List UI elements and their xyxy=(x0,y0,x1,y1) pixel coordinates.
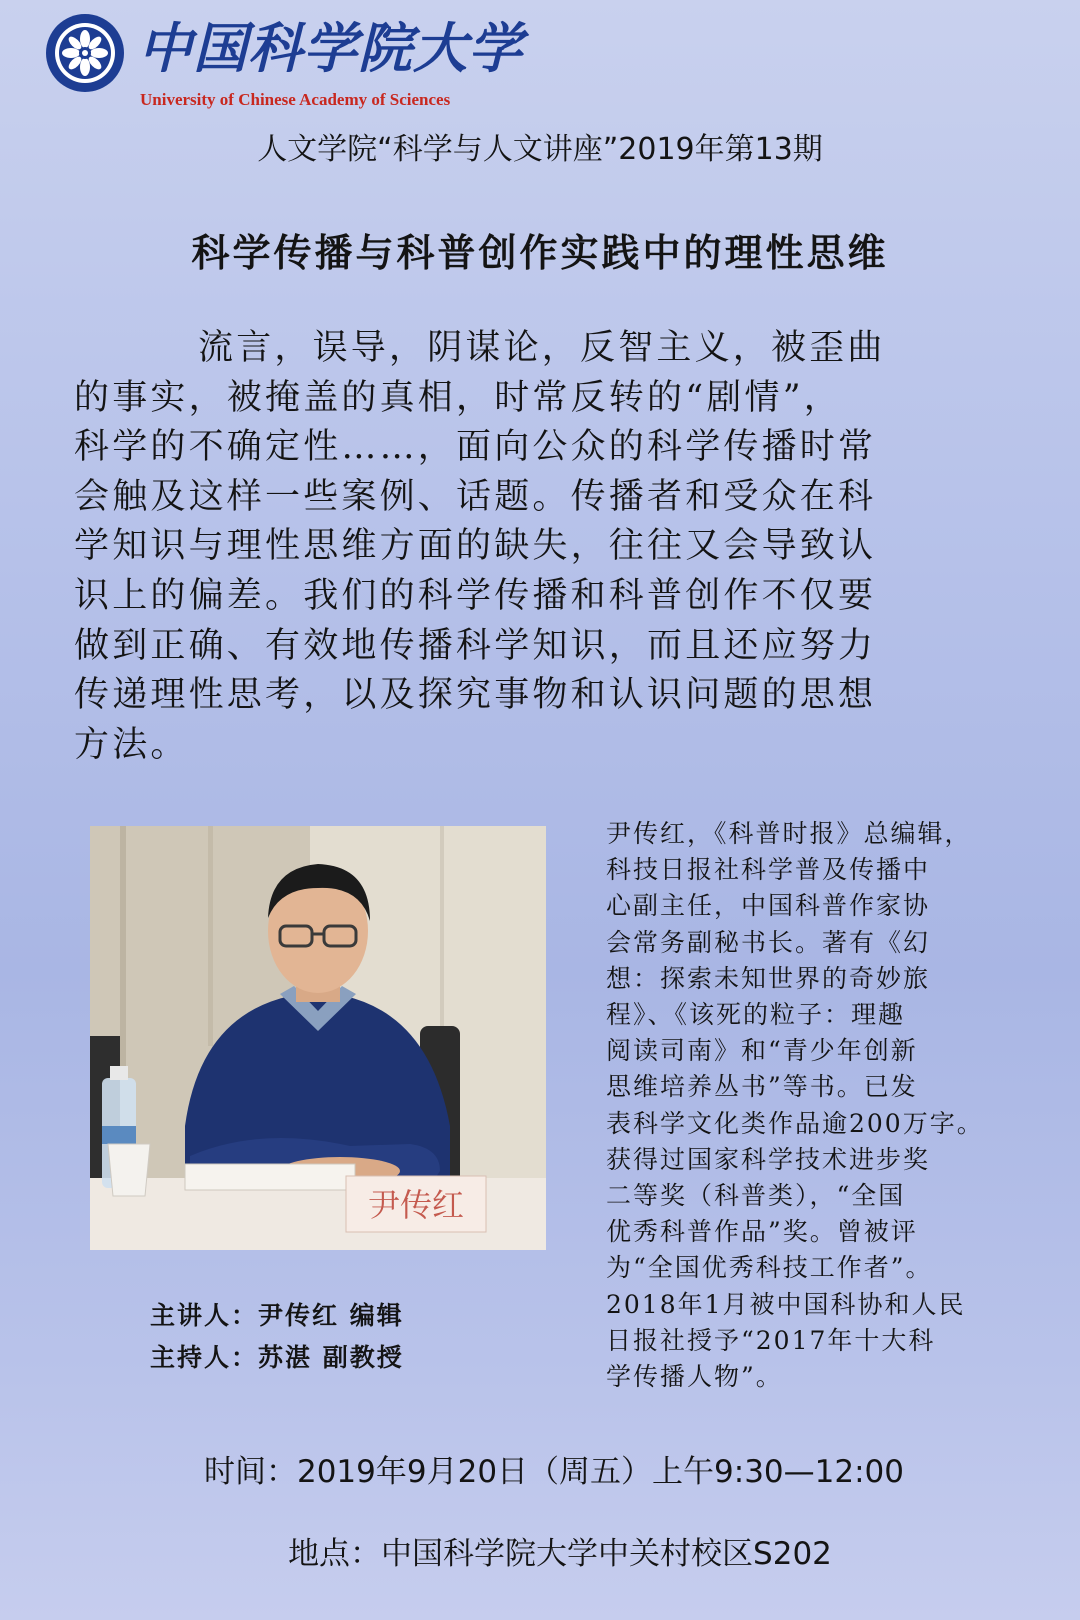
bio-line: 想：探索未知世界的奇妙旅 xyxy=(606,963,931,993)
abstract-line: 传递理性思考，以及探究事物和认识问题的思想 xyxy=(74,675,877,716)
bio-line: 2018年1月被中国科协和人民 xyxy=(606,1289,966,1319)
bio-line: 优秀科普作品”奖。曾被评 xyxy=(606,1217,918,1247)
abstract-line: 做到正确、有效地传播科学知识，而且还应努力 xyxy=(74,625,877,666)
bio-line: 日报社授予“2017年十大科 xyxy=(606,1325,936,1355)
lecture-title: 科学传播与科普创作实践中的理性思维 xyxy=(191,231,889,275)
speaker-bio xyxy=(606,816,1016,1395)
event-venue: 地点：中国科学院大学中关村校区S202 xyxy=(288,1536,832,1572)
university-name-en: University of Chinese Academy of Sciences xyxy=(140,90,451,109)
speaker-line: 主讲人：尹传红 编辑 xyxy=(150,1301,404,1330)
bio-line: 阅读司南》和“青少年创新 xyxy=(606,1036,918,1066)
bio-line: 程》、《该死的粒子：理趣 xyxy=(606,1000,906,1030)
abstract xyxy=(74,324,1014,770)
bio-line: 尹传红，《科普时报》总编辑， xyxy=(606,819,972,848)
event-time: 时间：2019年9月20日（周五）上午9:30—12:00 xyxy=(203,1454,904,1490)
bio-line: 二等奖（科普类），“全国 xyxy=(606,1181,906,1211)
bio-line: 为“全国优秀科技工作者”。 xyxy=(606,1253,933,1283)
abstract-line: 的事实，被掩盖的真相，时常反转的“剧情”， xyxy=(74,377,842,418)
bio-line: 会常务副秘书长。著有《幻 xyxy=(606,927,931,957)
abstract-line: 流言，误导，阴谋论，反智主义，被歪曲 xyxy=(198,328,886,368)
abstract-line: 会触及这样一些案例、话题。传播者和受众在科 xyxy=(74,476,877,517)
bio-line: 科技日报社科学普及传播中 xyxy=(606,855,931,885)
bio-line: 思维培养丛书”等书。已发 xyxy=(606,1072,918,1102)
host-line: 主持人：苏湛 副教授 xyxy=(150,1343,404,1372)
university-name-cn: 中国科学院大学 xyxy=(138,16,523,80)
university-seal-icon xyxy=(44,12,126,94)
abstract-line: 方法。 xyxy=(74,724,189,765)
bio-line: 表科学文化类作品逾200万字。 xyxy=(606,1108,984,1138)
abstract-line: 学知识与理性思维方面的缺失，往往又会导致认 xyxy=(74,526,877,567)
nameplate-text: 尹传红 xyxy=(367,1186,465,1224)
lecture-series: 人文学院“科学与人文讲座”2019年第13期 xyxy=(257,132,823,167)
bio-line: 心副主任，中国科普作家协 xyxy=(606,891,931,921)
bio-line: 获得过国家科学技术进步奖 xyxy=(606,1144,931,1174)
abstract-line: 识上的偏差。我们的科学传播和科普创作不仅要 xyxy=(74,575,877,616)
abstract-line: 科学的不确定性……，面向公众的科学传播时常 xyxy=(74,427,877,468)
bio-line: 学传播人物”。 xyxy=(606,1362,783,1392)
speaker-photo xyxy=(90,826,546,1250)
